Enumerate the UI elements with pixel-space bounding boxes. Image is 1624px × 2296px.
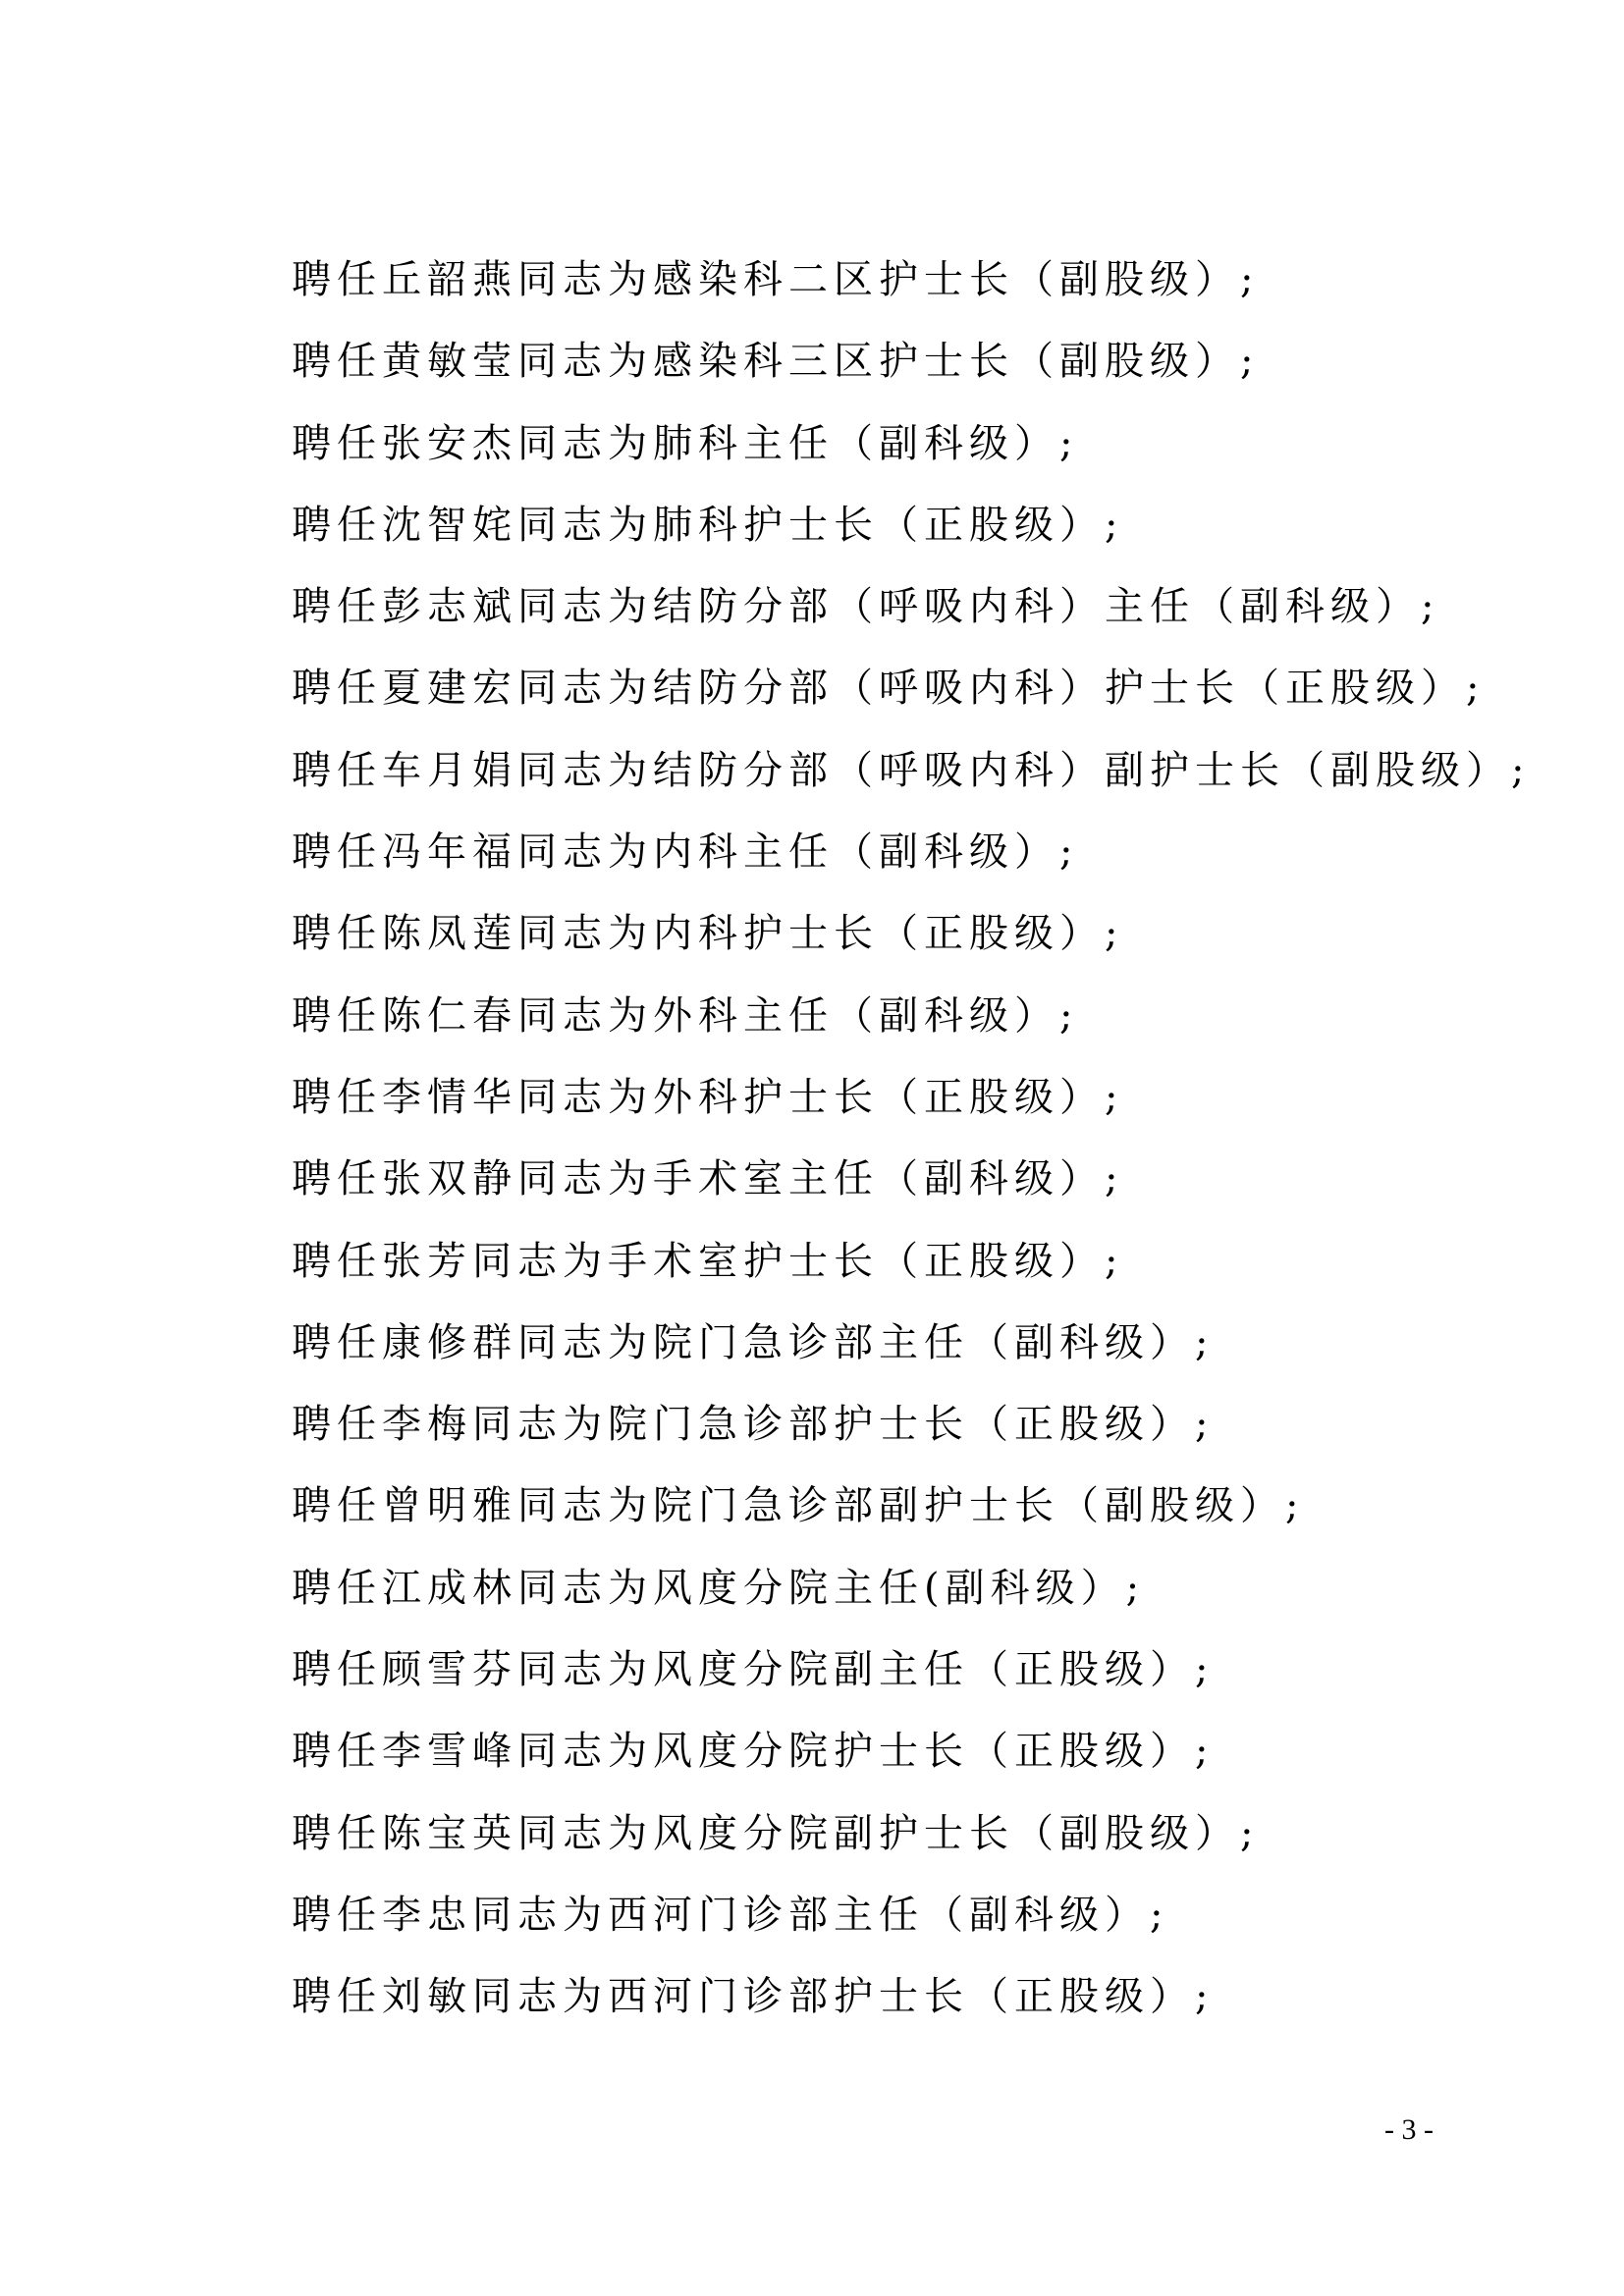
appointment-line: 聘任车月娟同志为结防分部（呼吸内科）副护士长（副股级）;: [292, 747, 1531, 793]
appointment-line: 聘任彭志斌同志为结防分部（呼吸内科）主任（副科级）;: [292, 584, 1440, 630]
appointment-line: 聘任江成林同志为风度分院主任(副科级）;: [292, 1565, 1146, 1611]
appointment-line: 聘任陈凤莲同志为内科护士长（正股级）;: [292, 911, 1124, 957]
appointment-line: 聘任李情华同志为外科护士长（正股级）;: [292, 1074, 1124, 1120]
appointment-line: 聘任张芳同志为手术室护士长（正股级）;: [292, 1238, 1124, 1284]
appointment-line: 聘任冯年福同志为内科主任（副科级）;: [292, 829, 1079, 876]
appointment-line: 聘任夏建宏同志为结防分部（呼吸内科）护士长（正股级）;: [292, 666, 1486, 712]
appointment-line: 聘任李梅同志为院门急诊部护士长（正股级）;: [292, 1402, 1215, 1448]
appointment-line: 聘任丘韶燕同志为感染科二区护士长（副股级）;: [292, 257, 1260, 302]
appointment-line: 聘任康修群同志为院门急诊部主任（副科级）;: [292, 1319, 1215, 1365]
appointment-line: 聘任李忠同志为西河门诊部主任（副科级）;: [292, 1892, 1169, 1938]
appointment-line: 聘任张安杰同志为肺科主任（副科级）;: [292, 420, 1079, 466]
appointment-line: 聘任陈仁春同志为外科主任（副科级）;: [292, 992, 1079, 1039]
appointment-line: 聘任李雪峰同志为风度分院护士长（正股级）;: [292, 1729, 1215, 1775]
appointment-line: 聘任黄敏莹同志为感染科三区护士长（副股级）;: [292, 339, 1260, 385]
appointment-line: 聘任张双静同志为手术室主任（副科级）;: [292, 1156, 1124, 1202]
page-number: - 3 -: [1384, 2113, 1434, 2146]
appointment-line: 聘任陈宝英同志为风度分院副护士长（副股级）;: [292, 1810, 1260, 1856]
appointment-line: 聘任顾雪芬同志为风度分院副主任（正股级）;: [292, 1647, 1215, 1693]
appointment-line: 聘任沈智姹同志为肺科护士长（正股级）;: [292, 502, 1124, 548]
appointment-line: 聘任刘敏同志为西河门诊部护士长（正股级）;: [292, 1974, 1215, 2020]
appointment-list: [292, 250, 1531, 2050]
appointment-line: 聘任曾明雅同志为院门急诊部副护士长（副股级）;: [292, 1483, 1305, 1529]
